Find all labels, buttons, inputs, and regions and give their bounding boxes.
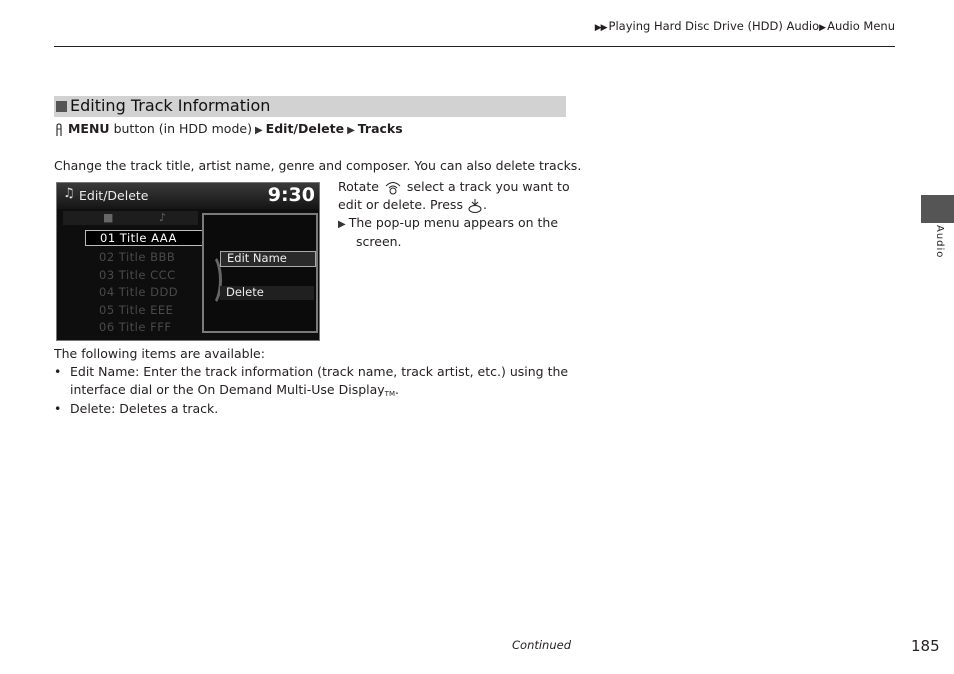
chapter-tab-label: Audio bbox=[934, 225, 945, 259]
arrow-icon: ▶ bbox=[819, 23, 826, 33]
popup-menu bbox=[202, 213, 318, 333]
track-row[interactable]: 06 Title FFF bbox=[99, 320, 172, 334]
header-rule bbox=[54, 46, 895, 47]
instruction-rotate: Rotate bbox=[338, 179, 379, 194]
path-step-tracks: Tracks bbox=[357, 121, 403, 136]
instruction-line-2 bbox=[338, 197, 487, 214]
arrow-icon: ▶ bbox=[347, 125, 355, 136]
press-dial-icon bbox=[467, 198, 483, 214]
list-item-edit-name bbox=[54, 364, 568, 379]
hand-press-icon bbox=[54, 123, 64, 137]
item-label: Edit Name bbox=[70, 364, 136, 379]
screen-tab-bar bbox=[63, 211, 198, 225]
instruction-period: . bbox=[482, 197, 487, 212]
track-row[interactable]: 03 Title CCC bbox=[99, 267, 176, 282]
list-item-delete bbox=[54, 401, 218, 416]
display-screenshot bbox=[56, 182, 320, 341]
menu-mode-text: button (in HDD mode) bbox=[113, 121, 252, 136]
instruction-line-4: screen. bbox=[356, 234, 402, 249]
breadcrumb-item-audio-menu[interactable]: Audio Menu bbox=[827, 19, 895, 33]
screen-title: Edit/Delete bbox=[79, 188, 149, 203]
chapter-tab[interactable] bbox=[921, 195, 954, 223]
menu-button-label: MENU bbox=[67, 121, 110, 136]
instruction-line-1 bbox=[338, 179, 570, 196]
breadcrumb-item-hdd-audio[interactable]: Playing Hard Disc Drive (HDD) Audio bbox=[608, 19, 820, 33]
instruction-line-3 bbox=[338, 215, 558, 230]
items-intro: The following items are available: bbox=[54, 346, 265, 361]
instruction-press: edit or delete. Press bbox=[338, 197, 463, 212]
music-note-icon: ♪ bbox=[159, 211, 167, 224]
arrow-icon: ▶ bbox=[338, 219, 346, 230]
instruction-select: select a track you want to bbox=[406, 179, 570, 194]
item-desc-end: . bbox=[395, 382, 399, 397]
section-header bbox=[54, 96, 566, 117]
edit-name-option[interactable]: Edit Name bbox=[220, 251, 316, 267]
track-row[interactable]: 05 Title EEE bbox=[99, 302, 174, 317]
track-row[interactable]: 02 Title BBB bbox=[99, 250, 176, 264]
intro-text: Change the track title, artist name, genre and composer. You can also delete tracks. bbox=[54, 158, 582, 173]
track-row-selected[interactable]: 01 Title AAA bbox=[85, 230, 203, 246]
continued-label: Continued bbox=[512, 638, 572, 652]
item-desc-cont: interface dial or the On Demand Multi-Use Display bbox=[70, 382, 385, 397]
track-list bbox=[85, 230, 203, 337]
track-row[interactable]: 04 Title DDD bbox=[99, 285, 179, 299]
trademark: TM bbox=[384, 390, 395, 398]
arrow-icon: ▶ bbox=[254, 125, 263, 136]
page-number: 185 bbox=[911, 637, 940, 655]
item-desc: : Deletes a track. bbox=[111, 401, 219, 416]
screen-clock: 9:30 bbox=[267, 184, 315, 206]
section-square-icon bbox=[56, 101, 67, 112]
double-arrow-icon: ▶▶ bbox=[594, 23, 607, 33]
list-item-edit-name-cont bbox=[70, 382, 399, 398]
menu-path bbox=[54, 121, 403, 137]
item-desc: : Enter the track information (track name, track artist, etc.) using the bbox=[135, 364, 569, 379]
rotate-dial-icon bbox=[383, 180, 403, 196]
screen-header bbox=[57, 183, 319, 209]
delete-option[interactable]: Delete bbox=[220, 286, 314, 300]
section-title: Editing Track Information bbox=[70, 96, 271, 115]
path-step-edit-delete: Edit/Delete bbox=[265, 121, 345, 136]
music-note-icon: ♫ bbox=[63, 186, 75, 201]
bullet-icon: • bbox=[54, 401, 62, 416]
disc-icon: ■ bbox=[103, 211, 114, 224]
instruction-popup: The pop-up menu appears on the bbox=[348, 215, 559, 230]
bullet-icon: • bbox=[54, 364, 62, 379]
popup-arc-decoration bbox=[198, 253, 222, 307]
item-label: Delete bbox=[70, 401, 112, 416]
breadcrumb bbox=[595, 19, 895, 33]
